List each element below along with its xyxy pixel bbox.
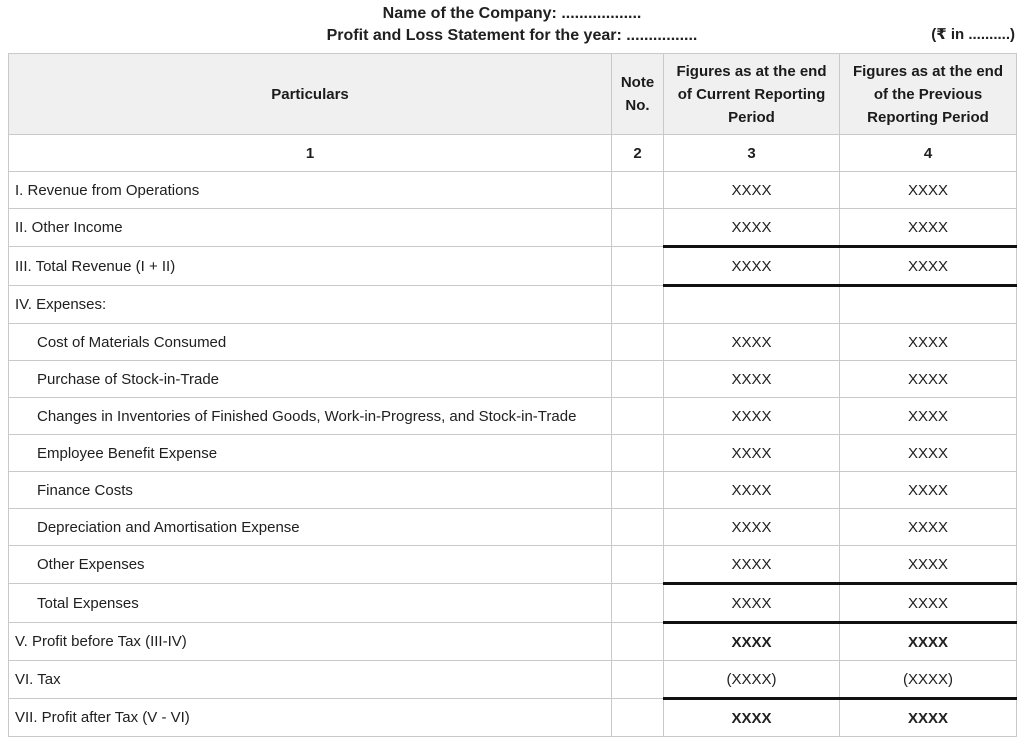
current-period-value-cell: XXXX: [664, 247, 840, 286]
currency-note: (₹ in ..........): [931, 26, 1015, 43]
note-no-cell: [612, 546, 664, 584]
previous-period-value-cell: XXXX: [840, 324, 1017, 361]
previous-period-value-cell: XXXX: [840, 546, 1017, 584]
particulars-cell: VI. Tax: [9, 661, 612, 699]
current-period-value-cell: XXXX: [664, 699, 840, 737]
current-period-value-cell: XXXX: [664, 623, 840, 661]
note-no-cell: [612, 361, 664, 398]
previous-period-value-cell: XXXX: [840, 172, 1017, 209]
current-period-value-cell: XXXX: [664, 172, 840, 209]
current-period-value-cell: XXXX: [664, 472, 840, 509]
particulars-cell: Total Expenses: [9, 584, 612, 623]
column-number-row: [9, 135, 1017, 172]
current-period-value-cell: XXXX: [664, 361, 840, 398]
table-row: [9, 398, 1017, 435]
note-no-cell: [612, 509, 664, 546]
previous-period-value-cell: XXXX: [840, 699, 1017, 737]
previous-period-value-cell: XXXX: [840, 509, 1017, 546]
previous-period-value-cell: XXXX: [840, 623, 1017, 661]
particulars-cell: III. Total Revenue (I + II): [9, 247, 612, 286]
particulars-cell: I. Revenue from Operations: [9, 172, 612, 209]
current-period-value-cell: XXXX: [664, 209, 840, 247]
current-period-value-cell: XXXX: [664, 435, 840, 472]
note-no-cell: [612, 172, 664, 209]
current-period-value-cell: XXXX: [664, 584, 840, 623]
previous-period-value-cell: [840, 286, 1017, 324]
table-row: [9, 584, 1017, 623]
previous-period-value-cell: XXXX: [840, 472, 1017, 509]
table-row: [9, 324, 1017, 361]
company-name-line: Name of the Company: ..................: [382, 5, 642, 22]
current-period-value-cell: (XXXX): [664, 661, 840, 699]
previous-period-value-cell: XXXX: [840, 435, 1017, 472]
table-row: [9, 209, 1017, 247]
note-no-cell: [612, 398, 664, 435]
particulars-cell: II. Other Income: [9, 209, 612, 247]
table-row: [9, 546, 1017, 584]
particulars-cell: Changes in Inventories of Finished Goods, Work-in-Progress, and Stock-in-Trade: [9, 398, 612, 435]
current-period-value-cell: XXXX: [664, 509, 840, 546]
note-no-cell: [612, 286, 664, 324]
table-row: [9, 435, 1017, 472]
particulars-cell: Cost of Materials Consumed: [9, 324, 612, 361]
current-period-value-cell: XXXX: [664, 398, 840, 435]
note-no-cell: [612, 661, 664, 699]
note-no-cell: [612, 435, 664, 472]
table-header-row: [9, 54, 1017, 135]
current-period-value-cell: XXXX: [664, 546, 840, 584]
statement-title-line: Profit and Loss Statement for the year: ................: [326, 27, 698, 44]
column-number: 2: [612, 135, 664, 172]
column-header-current-period: Figures as at the end of Current Reporting Period: [664, 54, 840, 135]
table-row: [9, 509, 1017, 546]
previous-period-value-cell: XXXX: [840, 584, 1017, 623]
column-header-previous-period: Figures as at the end of the Previous Reporting Period: [840, 54, 1017, 135]
current-period-value-cell: [664, 286, 840, 324]
column-number: 1: [9, 135, 612, 172]
note-no-cell: [612, 209, 664, 247]
table-row: [9, 286, 1017, 324]
column-number: 4: [840, 135, 1017, 172]
particulars-cell: IV. Expenses:: [9, 286, 612, 324]
profit-loss-table: [8, 53, 1017, 737]
previous-period-value-cell: (XXXX): [840, 661, 1017, 699]
note-no-cell: [612, 472, 664, 509]
previous-period-value-cell: XXXX: [840, 209, 1017, 247]
particulars-cell: V. Profit before Tax (III-IV): [9, 623, 612, 661]
table-row: [9, 699, 1017, 737]
column-header-note-no: Note No.: [612, 54, 664, 135]
page-header: [0, 0, 1024, 47]
table-row: [9, 361, 1017, 398]
particulars-cell: Depreciation and Amortisation Expense: [9, 509, 612, 546]
current-period-value-cell: XXXX: [664, 324, 840, 361]
table-body: [9, 172, 1017, 737]
particulars-cell: Employee Benefit Expense: [9, 435, 612, 472]
note-no-cell: [612, 584, 664, 623]
column-header-particulars: Particulars: [9, 54, 612, 135]
previous-period-value-cell: XXXX: [840, 247, 1017, 286]
column-number: 3: [664, 135, 840, 172]
previous-period-value-cell: XXXX: [840, 398, 1017, 435]
table-row: [9, 472, 1017, 509]
previous-period-value-cell: XXXX: [840, 361, 1017, 398]
table-row: [9, 172, 1017, 209]
particulars-cell: Other Expenses: [9, 546, 612, 584]
table-row: [9, 247, 1017, 286]
table-row: [9, 661, 1017, 699]
particulars-cell: VII. Profit after Tax (V - VI): [9, 699, 612, 737]
particulars-cell: Purchase of Stock-in-Trade: [9, 361, 612, 398]
note-no-cell: [612, 623, 664, 661]
table-row: [9, 623, 1017, 661]
note-no-cell: [612, 324, 664, 361]
particulars-cell: Finance Costs: [9, 472, 612, 509]
note-no-cell: [612, 247, 664, 286]
note-no-cell: [612, 699, 664, 737]
